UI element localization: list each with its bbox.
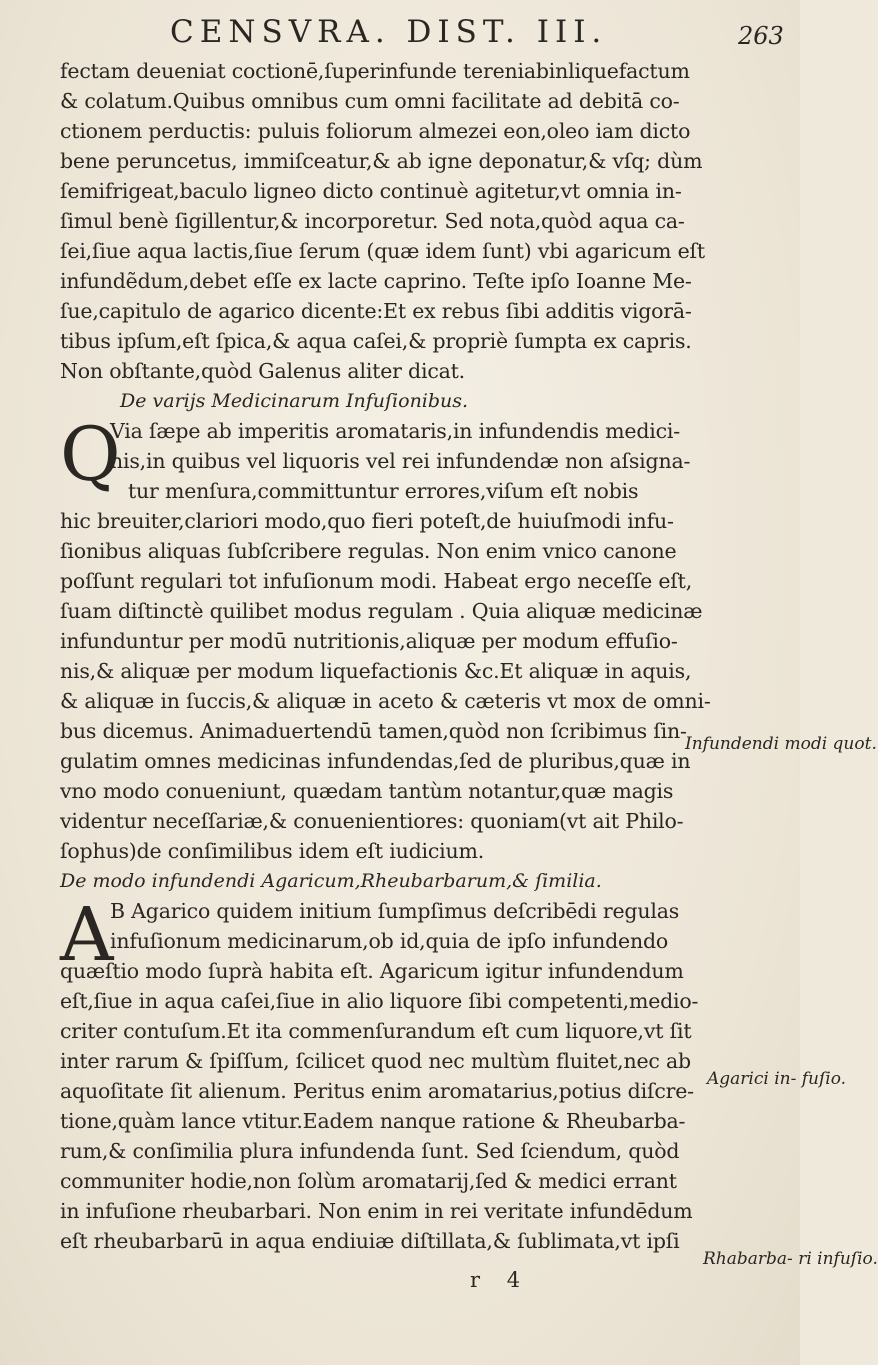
text-line: ctionem perductis: puluis foliorum almezei eon,oleo iam dicto (60, 119, 691, 143)
running-head (0, 14, 800, 54)
text-line: tione,quàm lance vtitur.Eadem nanque ratione & Rheubarba- (60, 1109, 686, 1133)
text-line-content: Via ſæpe ab imperitis aromataris,in infundendis medici- (110, 419, 680, 443)
running-title: CENSVRA. DIST. III. (170, 14, 608, 50)
text-line: eſt rheubarbarū in aqua endiuiæ diſtillata,& ſublimata,vt ipſi (60, 1229, 680, 1253)
text-line: ſemifrigeat,baculo ligneo dicto continuè agitetur,vt omnia in- (60, 179, 682, 203)
text-line (60, 476, 680, 506)
text-line (60, 446, 691, 476)
text-line: rum,& conſimilia plura infundenda ſunt. Sed ſciendum, quòd (60, 1139, 680, 1163)
text-line: nis,& aliquæ per modum liquefactionis &c.Et aliquæ in aquis, (60, 659, 692, 683)
text-line: & colatum.Quibus omnibus cum omni facilitate ad debitā co- (60, 89, 680, 113)
text-line-content: B Agarico quidem initium ſumpſimus deſcribēdi regulas (110, 899, 680, 923)
text-line: infunduntur per modū nutritionis,aliquæ per modum effuſio- (60, 629, 678, 653)
text-line: bus dicemus. Animaduertendū tamen,quòd non ſcribimus ſin- (60, 719, 687, 743)
text-line: vno modo conueniunt, quædam tantùm notantur,quæ magis (60, 779, 674, 803)
margin-note: Rhabarba- ri infuſio. (703, 1249, 878, 1269)
text-line: eſt,ſiue in aqua caſei,ſiue in alio liquore ſibi competenti,medio- (60, 989, 699, 1013)
margin-note: Infundendi modi quot. (685, 734, 877, 754)
text-line: & aliquæ in ſuccis,& aliquæ in aceto & cæteris vt mox de omni- (60, 689, 711, 713)
text-line: tibus ipſum,eſt ſpica,& aqua caſei,& propriè ſumpta ex capris. (60, 329, 692, 353)
text-line: videntur neceſſariæ,& conuenientiores: quoniam(vt ait Philo- (60, 809, 684, 833)
text-line (60, 926, 680, 956)
text-line: gulatim omnes medicinas infundendas,ſed de pluribus,quæ in (60, 749, 691, 773)
text-line: hic breuiter,clariori modo,quo fieri poteſt,de huiuſmodi infu- (60, 509, 674, 533)
text-line: ſei,ſiue aqua lactis,ſiue ſerum (quæ idem ſunt) vbi agaricum eſt (60, 239, 705, 263)
text-line-content: infuſionum medicinarum,ob id,quia de ipſo infundendo (110, 929, 669, 953)
section-heading: De varijs Medicinarum Infuſionibus. (120, 390, 469, 412)
text-line: ſue,capitulo de agarico dicente:Et ex rebus ſibi additis vigorā- (60, 299, 692, 323)
drop-cap: Q (60, 412, 121, 498)
text-line: ſuam diſtinctè quilibet modus regulam . Quia aliquæ medicinæ (60, 599, 703, 623)
drop-cap: A (60, 892, 114, 978)
text-line: in infuſione rheubarbari. Non enim in rei veritate infundēdum (60, 1199, 693, 1223)
text-line: inter rarum & ſpiſſum, ſcilicet quod nec multùm fluitet,nec ab (60, 1049, 691, 1073)
text-line: poſſunt regulari tot infuſionum modi. Habeat ergo neceſſe eſt, (60, 569, 693, 593)
text-line: bene peruncetus, immiſceatur,& ab igne deponatur,& vſq; dùm (60, 149, 703, 173)
text-line: aquoſitate ſit alienum. Peritus enim aromatarius,potius diſcre- (60, 1079, 694, 1103)
signature-mark: r 4 (470, 1268, 531, 1292)
text-line: fectam deueniat coctionē,ſuperinfunde tereniabinliquefactum (60, 59, 690, 83)
text-line: criter contuſum.Et ita commenſurandum eſt cum liquore,vt ſit (60, 1019, 692, 1043)
text-line: infundẽdum,debet eſſe ex lacte caprino. Teſte ipſo Ioanne Me- (60, 269, 692, 293)
section-heading: De modo infundendi Agaricum,Rheubarbarum,& ſimilia. (60, 870, 602, 892)
text-line: Non obſtante,quòd Galenus aliter dicat. (60, 359, 465, 383)
text-line: ſophus)de conſimilibus idem eſt iudicium. (60, 839, 485, 863)
margin-note: Agarici in- fuſio. (707, 1069, 847, 1089)
text-line: ſimul benè ſigillentur,& incorporetur. Sed nota,quòd aqua ca- (60, 209, 685, 233)
text-line: ſionibus aliquas ſubſcribere regulas. Non enim vnico canone (60, 539, 677, 563)
text-line-content: nis,in quibus vel liquoris vel rei infundendæ non aſsigna- (110, 449, 691, 473)
text-line: communiter hodie,non ſolùm aromatarij,ſed & medici errant (60, 1169, 677, 1193)
text-line-content: tur menſura,committuntur errores,viſum eſt nobis (128, 479, 639, 503)
page-number: 263 (738, 22, 784, 50)
text-line: quæſtio modo ſuprà habita eſt. Agaricum igitur infundendum (60, 959, 684, 983)
main-text (60, 56, 711, 1256)
